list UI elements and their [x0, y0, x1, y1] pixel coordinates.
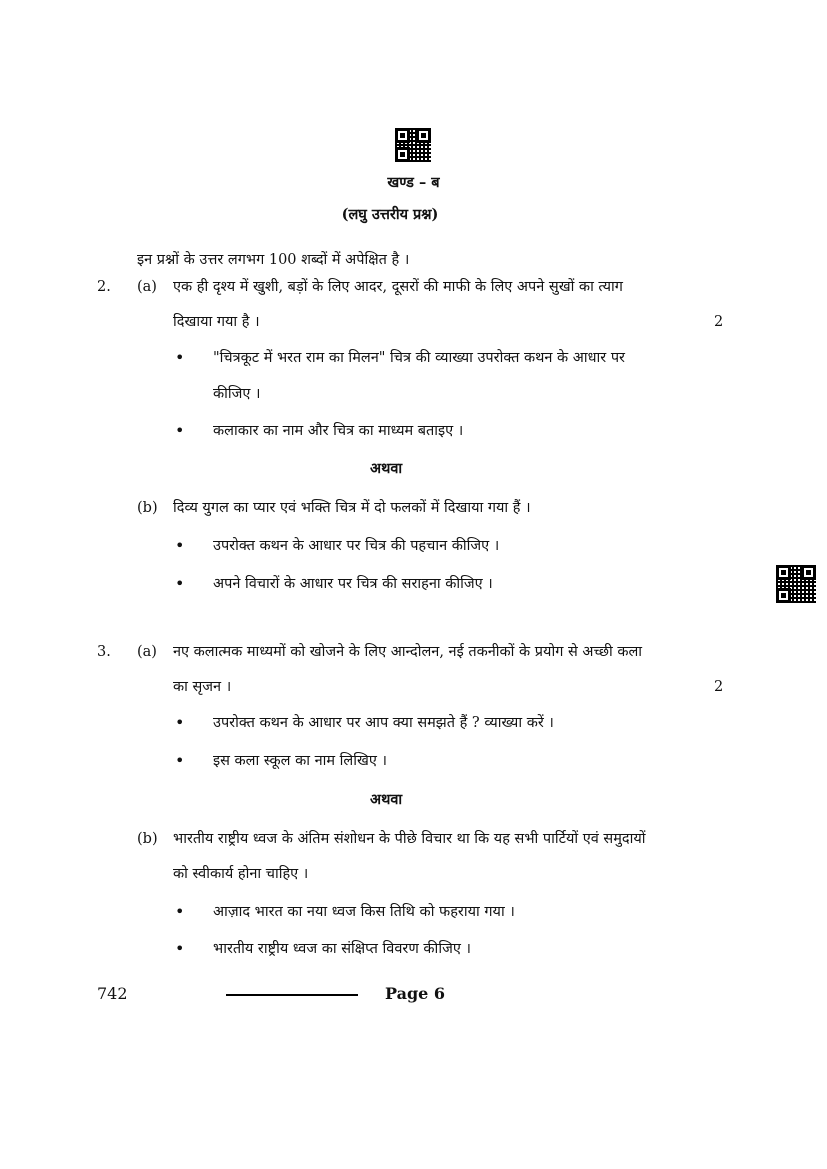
question-text: एक ही दृश्य में खुशी, बड़ों के लिए आदर, दूसरों की माफी के लिए अपने सुखों का त्याग [173, 279, 623, 295]
section-title: खण्ड – ब [387, 174, 440, 191]
bullet-text: इस कला स्कूल का नाम लिखिए । [213, 753, 387, 769]
bullet-dot: • [175, 421, 185, 440]
bullet-text: कीजिए । [213, 386, 261, 402]
bullet-text: भारतीय राष्ट्रीय ध्वज का संक्षिप्त विवरण कीजिए । [213, 941, 471, 957]
bullet-dot: • [175, 574, 185, 593]
bullet-dot: • [175, 902, 185, 921]
question-text: नए कलात्मक माध्यमों को खोजने के लिए आन्दोलन, नई तकनीकों के प्रयोग से अच्छी कला [173, 644, 643, 660]
bullet-text: आज़ाद भारत का नया ध्वज किस तिथि को फहराया गया । [213, 904, 515, 920]
bullet-text: उपरोक्त कथन के आधार पर आप क्या समझते हैं ? व्याख्या करें । [213, 715, 554, 731]
bullet-dot: • [175, 939, 185, 958]
paper-code: 742 [97, 984, 128, 1003]
bullet-text: उपरोक्त कथन के आधार पर चित्र की पहचान कीजिए । [213, 538, 500, 554]
question-number: 2. [97, 279, 111, 295]
bullet-dot: • [175, 713, 185, 732]
bullet-dot: • [175, 536, 185, 555]
question-text: दिव्य युगल का प्यार एवं भक्ति चित्र में दो फलकों में दिखाया गया हैं । [173, 500, 531, 516]
bullet-text: अपने विचारों के आधार पर चित्र की सराहना कीजिए । [213, 576, 493, 592]
question-text: को स्वीकार्य होना चाहिए । [173, 866, 309, 882]
qr-code-top [395, 128, 431, 162]
question-text: का सृजन । [173, 679, 232, 695]
question-text: भारतीय राष्ट्रीय ध्वज के अंतिम संशोधन के पीछे विचार था कि यह सभी पार्टियों एवं समुदायों [173, 831, 646, 847]
section-subtitle: (लघु उत्तरीय प्रश्न) [341, 206, 439, 223]
marks-label: 2 [714, 679, 724, 695]
marks-label: 2 [714, 314, 724, 330]
instruction-text: इन प्रश्नों के उत्तर लगभग 100 शब्दों में अपेक्षित है । [137, 252, 410, 268]
option-label: (a) [137, 644, 157, 660]
bullet-dot: • [175, 348, 185, 367]
option-label: (a) [137, 279, 157, 295]
bullet-dot: • [175, 751, 185, 770]
question-text: दिखाया गया है । [173, 314, 260, 330]
bullet-text: कलाकार का नाम और चित्र का माध्यम बताइए । [213, 423, 464, 439]
bullet-text: "चित्रकूट में भरत राम का मिलन" चित्र की व्याख्या उपरोक्त कथन के आधार पर [213, 350, 625, 366]
option-label: (b) [137, 831, 158, 847]
or-label: अथवा [370, 791, 403, 808]
or-label: अथवा [370, 460, 403, 477]
question-number: 3. [97, 644, 111, 660]
option-label: (b) [137, 500, 158, 516]
footer-rule [226, 994, 358, 996]
page-number: Page 6 [385, 984, 446, 1003]
qr-code-side [776, 565, 816, 603]
